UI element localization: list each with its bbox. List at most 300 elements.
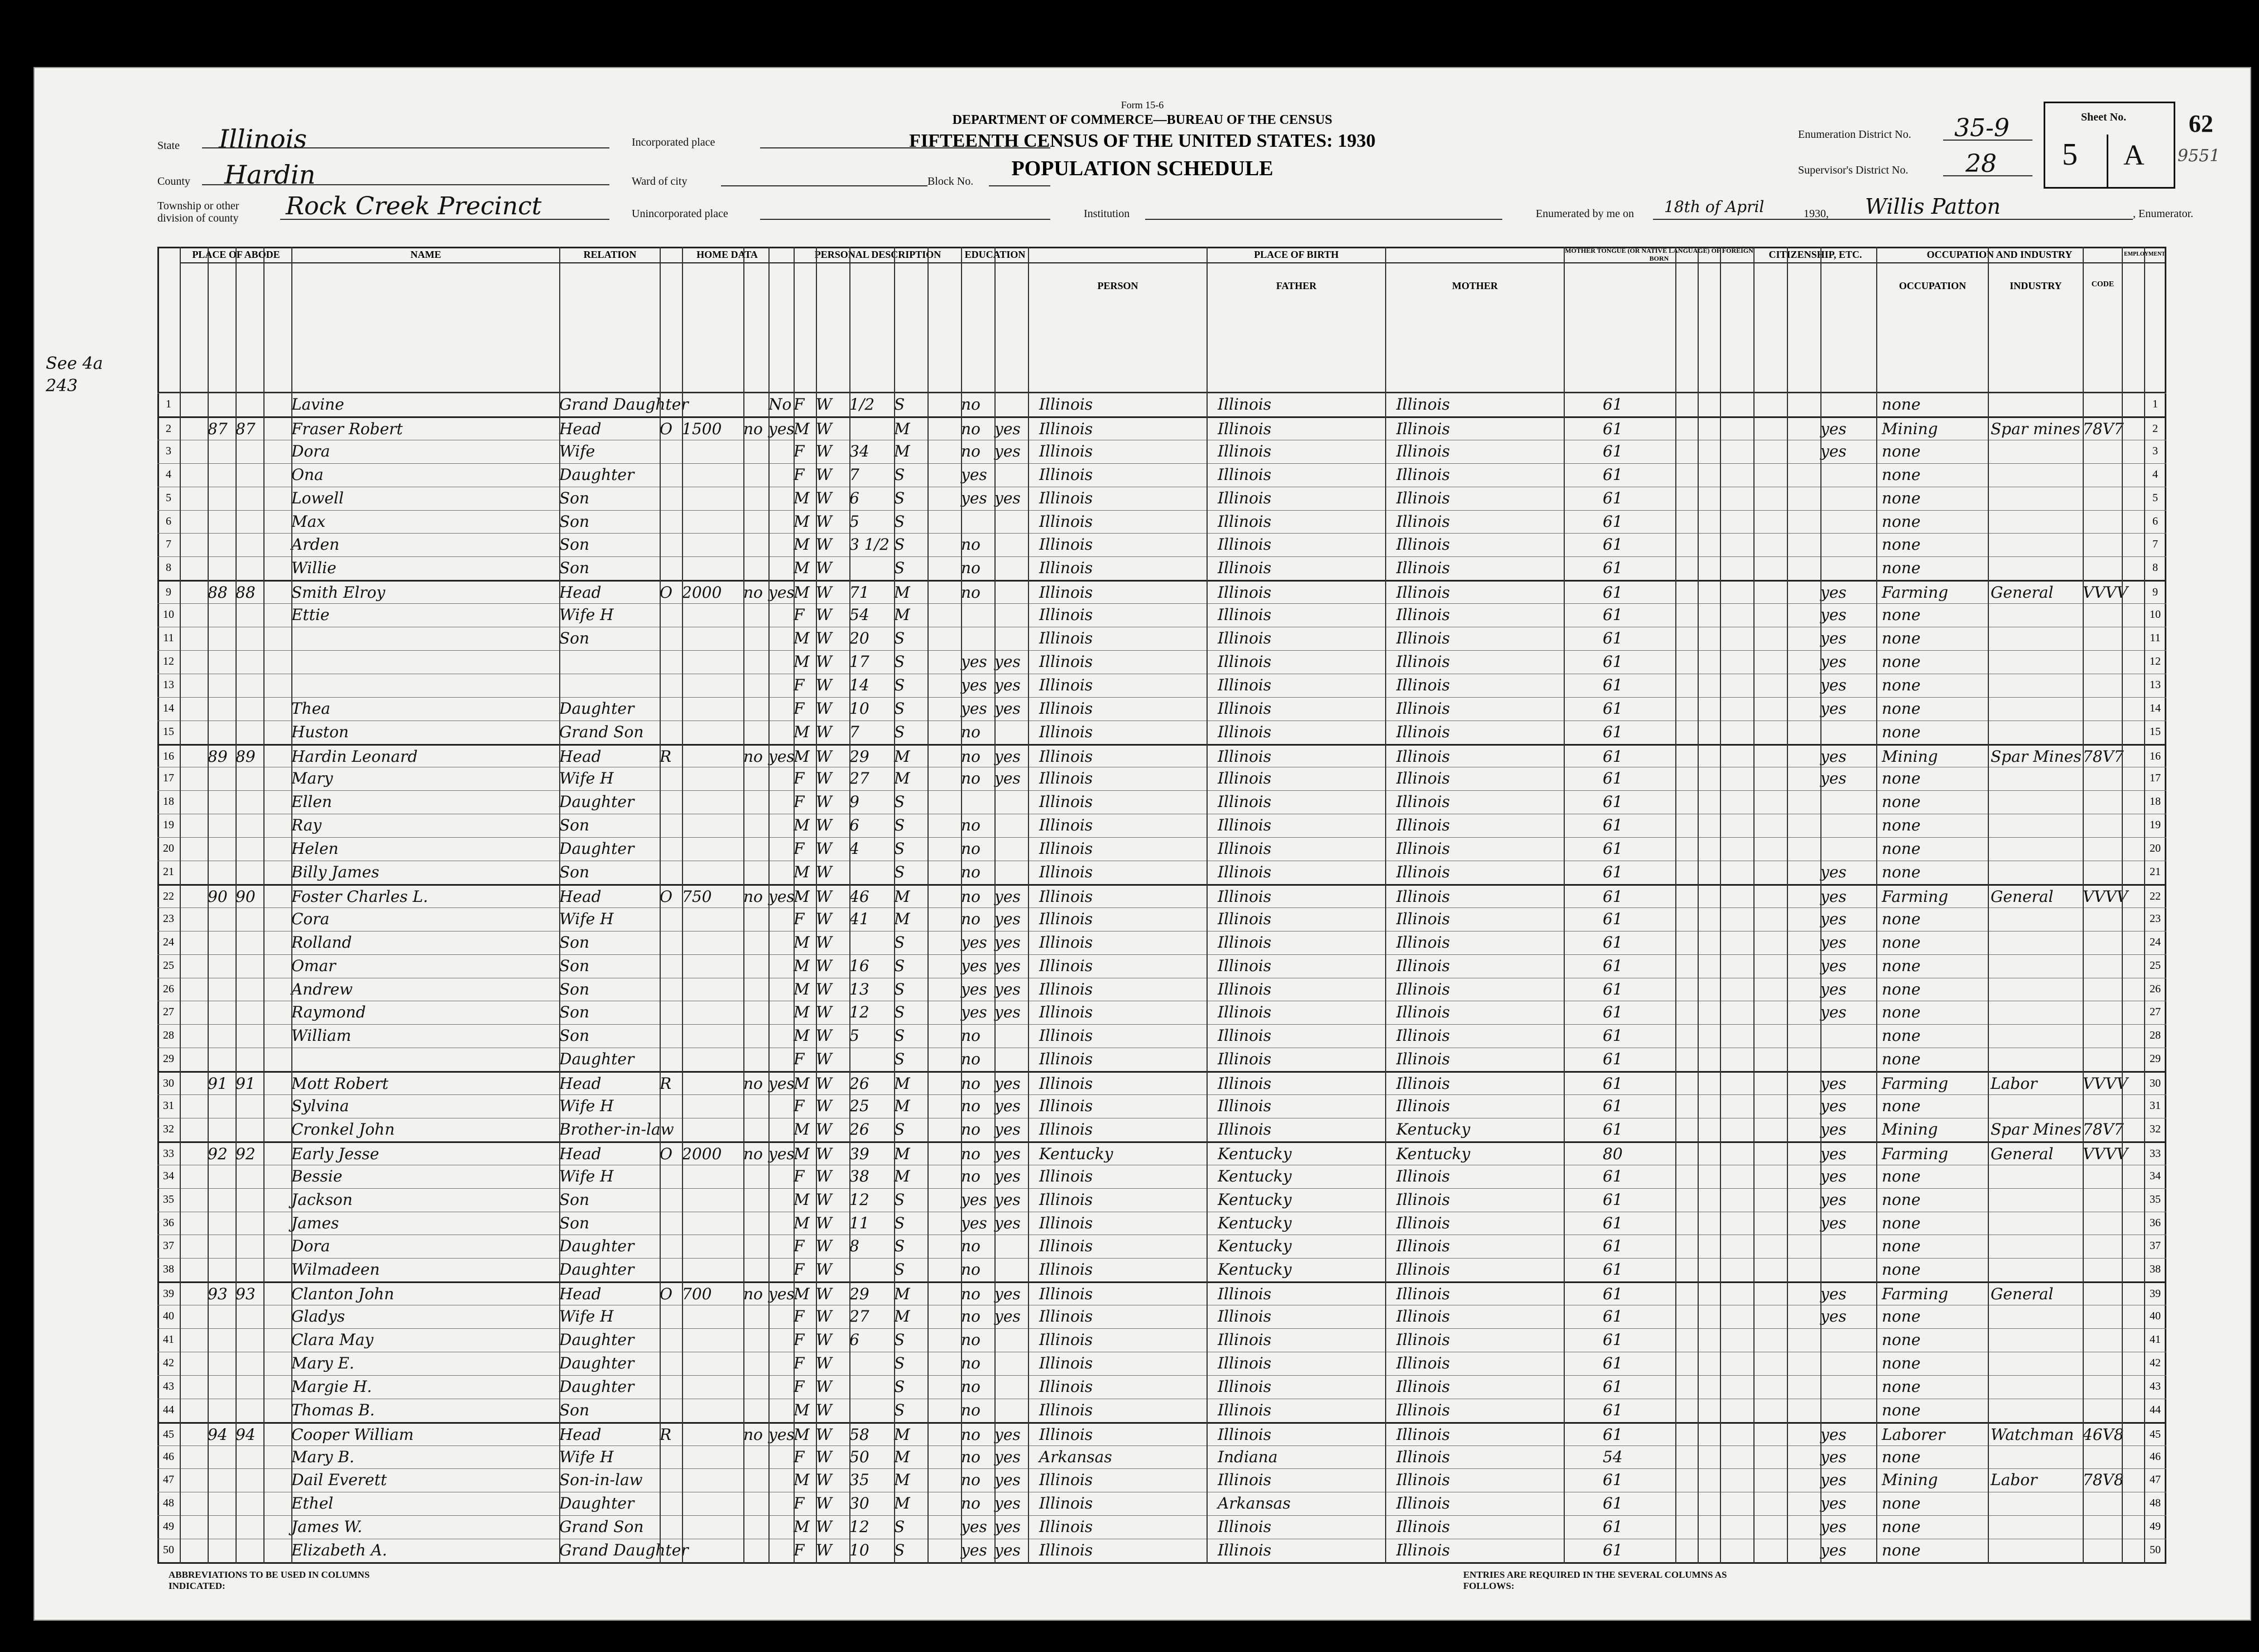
industry	[1991, 1353, 2085, 1374]
sex: M	[794, 1144, 810, 1163]
occupation: Farming	[1882, 1285, 1949, 1304]
home-owned	[660, 1400, 682, 1420]
person-name: Dail Everett	[291, 1471, 387, 1490]
row-number-right: 35	[2150, 1193, 2161, 1206]
occupation: none	[1882, 933, 1921, 952]
occupation-code: 78V7	[2083, 1120, 2124, 1139]
row-number: 12	[163, 655, 174, 667]
marital: S	[894, 933, 905, 952]
farm	[768, 815, 794, 835]
column-rule	[559, 247, 560, 1564]
occupation: none	[1882, 909, 1921, 928]
table-row	[157, 393, 2166, 416]
mother-tongue-code: 61	[1603, 793, 1623, 811]
person-name: Helen	[291, 839, 339, 858]
sex: F	[794, 1166, 805, 1185]
farm	[768, 862, 794, 882]
person-name: Billy James	[291, 863, 379, 881]
marital: M	[894, 1166, 910, 1185]
age	[849, 1377, 894, 1397]
table-row	[157, 931, 2166, 954]
birthplace-mother: Kentucky	[1396, 1120, 1470, 1139]
age: 11	[849, 1213, 869, 1232]
age	[849, 558, 894, 578]
occupation: none	[1882, 1494, 1921, 1513]
radio-set	[743, 1190, 768, 1210]
column-rule	[1698, 247, 1699, 1564]
school: no	[961, 1377, 980, 1396]
table-row	[157, 1212, 2166, 1235]
relation: Grand Daughter	[559, 395, 689, 414]
sex: M	[794, 419, 810, 438]
sex: M	[794, 1471, 810, 1490]
table-row	[157, 744, 2166, 767]
birthplace-person: Illinois	[1039, 606, 1093, 625]
sex: F	[794, 1307, 805, 1326]
sex: F	[794, 1377, 805, 1396]
row-number: 46	[163, 1450, 174, 1463]
row-number: 18	[163, 795, 174, 808]
township-value: Rock Creek Precinct	[286, 192, 542, 220]
relation: Wife H	[559, 1097, 614, 1115]
column-rule	[768, 247, 770, 1564]
row-number-right: 19	[2150, 819, 2161, 832]
birthplace-mother: Illinois	[1396, 887, 1450, 906]
person-name: Elizabeth A.	[291, 1541, 387, 1560]
person-name	[291, 628, 559, 649]
sex: F	[794, 769, 805, 788]
col-birth-mother: MOTHER	[1385, 263, 1564, 392]
birthplace-father: Illinois	[1218, 395, 1272, 414]
table-row	[157, 487, 2166, 510]
occupation: Mining	[1882, 1471, 1938, 1490]
row-number-right: 4	[2152, 468, 2158, 481]
school: no	[961, 419, 980, 438]
marital: S	[894, 956, 905, 975]
farm	[768, 1517, 794, 1537]
mother-tongue-code: 61	[1603, 419, 1623, 438]
marital: S	[894, 1003, 905, 1022]
relation: Son	[559, 933, 590, 952]
citizenship	[1820, 1049, 1876, 1069]
home-owned	[660, 1002, 682, 1022]
table-row	[157, 556, 2166, 579]
home-owned	[660, 1236, 682, 1256]
school: no	[961, 1026, 980, 1045]
col-code: CODE	[2083, 263, 2122, 392]
birthplace-person: Illinois	[1039, 1050, 1093, 1069]
occupation: none	[1882, 1377, 1921, 1396]
table-row	[157, 463, 2166, 486]
person-name: Smith Elroy	[291, 583, 386, 602]
birthplace-mother: Illinois	[1396, 1260, 1450, 1279]
home-owned	[660, 722, 682, 742]
sex: M	[794, 1517, 810, 1536]
age: 5	[849, 512, 859, 531]
dwelling-number: 91	[208, 1074, 228, 1093]
family-number	[235, 1049, 263, 1069]
mother-tongue-code: 61	[1603, 722, 1623, 741]
home-value	[682, 769, 743, 789]
farm: yes	[768, 1425, 795, 1444]
birthplace-person: Illinois	[1039, 1494, 1093, 1513]
state-label: State	[157, 140, 180, 152]
person-name: Huston	[291, 722, 349, 741]
birthplace-person: Illinois	[1039, 1026, 1093, 1045]
row-number-right: 22	[2150, 890, 2161, 902]
read-write: yes	[994, 1097, 1021, 1115]
age: 29	[849, 1285, 869, 1304]
dwelling-number	[208, 769, 235, 789]
marital: S	[894, 863, 905, 881]
farm	[768, 909, 794, 929]
column-rule	[1564, 247, 1565, 1564]
industry	[1991, 909, 2085, 929]
birthplace-mother: Illinois	[1396, 1166, 1450, 1185]
column-rule	[2144, 247, 2145, 1564]
citizenship: yes	[1820, 652, 1847, 671]
citizenship	[1820, 465, 1876, 485]
industry	[1991, 605, 2085, 625]
person-name: Early Jesse	[291, 1144, 379, 1163]
relation: Daughter	[559, 1377, 635, 1396]
race: W	[816, 1353, 832, 1372]
school: yes	[961, 675, 987, 694]
birthplace-father: Illinois	[1218, 793, 1272, 811]
birthplace-mother: Illinois	[1396, 1285, 1450, 1304]
radio-set	[743, 909, 768, 929]
citizenship	[1820, 722, 1876, 742]
home-owned	[660, 628, 682, 649]
birthplace-mother: Illinois	[1396, 1026, 1450, 1045]
citizenship	[1820, 1026, 1876, 1046]
person-name: Cooper William	[291, 1425, 414, 1444]
mother-tongue-code: 61	[1603, 1050, 1623, 1069]
race: W	[816, 699, 832, 718]
birthplace-person: Illinois	[1039, 1074, 1093, 1093]
home-owned: R	[660, 1074, 672, 1093]
sex: F	[794, 793, 805, 811]
occupation-code	[2083, 1166, 2122, 1187]
sex: F	[794, 1237, 805, 1256]
industry	[1991, 769, 2085, 789]
group-occupation-industry: OCCUPATION AND INDUSTRY	[1876, 247, 2122, 263]
radio-set	[743, 769, 768, 789]
farm	[768, 465, 794, 485]
family-number	[235, 465, 263, 485]
birthplace-person: Illinois	[1039, 1213, 1093, 1232]
person-name: Lowell	[291, 488, 344, 507]
birthplace-father: Indiana	[1218, 1447, 1278, 1466]
age: 12	[849, 1517, 869, 1536]
race: W	[816, 1144, 832, 1163]
citizenship	[1820, 792, 1876, 812]
school: yes	[961, 933, 987, 952]
family-number	[235, 535, 263, 555]
home-value	[682, 862, 743, 882]
farm: No	[768, 395, 792, 414]
citizenship	[1820, 1260, 1876, 1280]
birthplace-person: Illinois	[1039, 488, 1093, 507]
birthplace-mother: Illinois	[1396, 1377, 1450, 1396]
radio-set	[743, 862, 768, 882]
table-row	[157, 1539, 2166, 1562]
occupation: Mining	[1882, 747, 1938, 766]
age: 10	[849, 699, 869, 718]
relation: Son	[559, 1213, 590, 1232]
mother-tongue-code: 61	[1603, 1260, 1623, 1279]
read-write: yes	[994, 441, 1021, 460]
birthplace-person: Illinois	[1039, 1120, 1093, 1139]
table-row	[157, 1446, 2166, 1468]
dwelling-number	[208, 628, 235, 649]
read-write	[994, 792, 1028, 812]
radio-set	[743, 628, 768, 649]
family-number	[235, 512, 263, 532]
birthplace-father: Illinois	[1218, 675, 1272, 694]
enumerator-label: , Enumerator.	[2133, 208, 2194, 220]
sex: M	[794, 535, 810, 554]
family-number	[235, 979, 263, 1000]
farm	[768, 1307, 794, 1327]
birthplace-father: Illinois	[1218, 488, 1272, 507]
citizenship: yes	[1820, 747, 1847, 766]
age: 30	[849, 1494, 869, 1513]
table-row	[157, 674, 2166, 697]
ward-label: Ward of city	[632, 175, 688, 188]
marital: S	[894, 652, 905, 671]
read-write: yes	[994, 1307, 1021, 1326]
read-write: yes	[994, 652, 1021, 671]
occupation: none	[1882, 1447, 1921, 1466]
farm	[768, 1236, 794, 1256]
table-row	[157, 954, 2166, 977]
radio-set	[743, 1213, 768, 1233]
school: no	[961, 909, 980, 928]
table-row	[157, 1094, 2166, 1117]
citizenship: yes	[1820, 1447, 1847, 1466]
occupation-code	[2083, 1049, 2122, 1069]
relation: Head	[559, 1425, 602, 1444]
industry	[1991, 933, 2085, 953]
read-write	[994, 395, 1028, 415]
table-row	[157, 978, 2166, 1001]
row-number-right: 41	[2150, 1333, 2161, 1346]
home-owned	[660, 1330, 682, 1350]
farm	[768, 675, 794, 695]
sex: M	[794, 488, 810, 507]
school: yes	[961, 1213, 987, 1232]
row-number-right: 34	[2150, 1169, 2161, 1182]
family-number: 89	[235, 747, 256, 766]
school: no	[961, 583, 980, 602]
entries-title: ENTRIES ARE REQUIRED IN THE SEVERAL COLUMNS AS FOLLOWS:	[1463, 1569, 1727, 1591]
radio-set: no	[743, 1144, 763, 1163]
relation: Son	[559, 535, 590, 554]
home-value	[682, 1400, 743, 1420]
birthplace-person: Illinois	[1039, 1285, 1093, 1304]
sex: M	[794, 1285, 810, 1304]
radio-set: no	[743, 419, 763, 438]
relation: Grand Daughter	[559, 1541, 689, 1560]
industry	[1991, 1026, 2085, 1046]
column-rule	[743, 247, 744, 1564]
relation: Grand Son	[559, 722, 644, 741]
industry: General	[1991, 1144, 2054, 1163]
sex: F	[794, 675, 805, 694]
birthplace-person: Illinois	[1039, 1260, 1093, 1279]
family-number	[235, 862, 263, 882]
mother-tongue-code: 61	[1603, 1285, 1623, 1304]
mother-tongue-code: 61	[1603, 839, 1623, 858]
race: W	[816, 1237, 832, 1256]
row-number: 21	[163, 866, 174, 878]
home-value	[682, 652, 743, 672]
school: no	[961, 1097, 980, 1115]
home-owned	[660, 488, 682, 508]
race: W	[816, 1166, 832, 1185]
table-row	[157, 1468, 2166, 1491]
read-write	[994, 1400, 1028, 1420]
home-owned	[660, 1307, 682, 1327]
column-rule	[1820, 247, 1821, 1564]
sex: F	[794, 395, 805, 414]
race: W	[816, 652, 832, 671]
home-value	[682, 1166, 743, 1187]
enumerated-label: Enumerated by me on	[1536, 208, 1635, 220]
row-number-right: 24	[2150, 935, 2161, 948]
row-number: 50	[163, 1544, 174, 1557]
industry	[1991, 1540, 2085, 1560]
birthplace-mother: Illinois	[1396, 1353, 1450, 1372]
mother-tongue-code: 61	[1603, 1003, 1623, 1022]
dwelling-number	[208, 909, 235, 929]
occupation: none	[1882, 863, 1921, 881]
enumerated-year: 1930,	[1804, 208, 1829, 220]
race: W	[816, 1331, 832, 1349]
family-number: 94	[235, 1425, 256, 1444]
marital: M	[894, 1471, 910, 1490]
birthplace-mother: Illinois	[1396, 816, 1450, 835]
home-owned	[660, 1096, 682, 1116]
form-number: Form 15-6	[1121, 99, 1164, 111]
sex: M	[794, 629, 810, 647]
occupation-code	[2083, 1026, 2122, 1046]
birthplace-father: Illinois	[1218, 1517, 1272, 1536]
radio-set	[743, 1096, 768, 1116]
punch-hole	[8, 1094, 29, 1115]
row-number: 10	[163, 608, 174, 621]
school	[961, 512, 994, 532]
age: 9	[849, 793, 859, 811]
mother-tongue-code: 61	[1603, 1213, 1623, 1232]
citizenship: yes	[1820, 909, 1847, 928]
family-number	[235, 1470, 263, 1490]
birthplace-father: Illinois	[1218, 933, 1272, 952]
industry	[1991, 699, 2085, 719]
birthplace-father: Illinois	[1218, 465, 1272, 484]
birthplace-father: Kentucky	[1218, 1190, 1292, 1209]
home-owned	[660, 1493, 682, 1514]
marital: S	[894, 465, 905, 484]
farm	[768, 1377, 794, 1397]
birthplace-mother: Illinois	[1396, 675, 1450, 694]
family-number	[235, 909, 263, 929]
industry	[1991, 1517, 2085, 1537]
birthplace-mother: Illinois	[1396, 395, 1450, 414]
row-number: 11	[163, 632, 174, 644]
relation: Head	[559, 419, 602, 438]
dwelling-number	[208, 1096, 235, 1116]
birthplace-mother: Illinois	[1396, 863, 1450, 881]
read-write: yes	[994, 1144, 1021, 1163]
home-value	[682, 956, 743, 976]
col-industry: INDUSTRY	[1988, 263, 2083, 392]
marital: S	[894, 722, 905, 741]
family-number	[235, 933, 263, 953]
home-value: 750	[682, 887, 712, 906]
marital: S	[894, 979, 905, 998]
row-number-right: 27	[2150, 1006, 2161, 1019]
mother-tongue-code: 61	[1603, 933, 1623, 952]
race: W	[816, 816, 832, 835]
read-write: yes	[994, 1074, 1021, 1093]
department-heading: DEPARTMENT OF COMMERCE—BUREAU OF THE CENSUS	[952, 113, 1333, 127]
birthplace-father: Illinois	[1218, 1425, 1272, 1444]
home-owned	[660, 979, 682, 1000]
industry	[1991, 1260, 2085, 1280]
mother-tongue-code: 61	[1603, 441, 1623, 460]
radio-set	[743, 792, 768, 812]
person-name: Ellen	[291, 793, 332, 811]
person-name: Thea	[291, 699, 330, 718]
age: 39	[849, 1144, 869, 1163]
radio-set	[743, 1307, 768, 1327]
read-write	[994, 605, 1028, 625]
person-name: Mary B.	[291, 1447, 354, 1466]
race: W	[816, 839, 832, 858]
row-number: 5	[166, 491, 171, 504]
age	[849, 419, 894, 439]
occupation-code	[2083, 1540, 2122, 1560]
citizenship: yes	[1820, 441, 1847, 460]
citizenship	[1820, 1377, 1876, 1397]
race: W	[816, 441, 832, 460]
marital: S	[894, 1026, 905, 1045]
industry	[1991, 512, 2085, 532]
radio-set	[743, 1493, 768, 1514]
birthplace-mother: Illinois	[1396, 535, 1450, 554]
birthplace-person: Illinois	[1039, 675, 1093, 694]
row-number-right: 50	[2150, 1544, 2161, 1557]
industry	[1991, 1400, 2085, 1420]
family-number	[235, 1166, 263, 1187]
school: no	[961, 1050, 980, 1069]
birthplace-father: Illinois	[1218, 652, 1272, 671]
column-rule	[927, 247, 929, 1564]
family-number	[235, 839, 263, 859]
farm	[768, 722, 794, 742]
occupation: none	[1882, 956, 1921, 975]
occupation-code	[2083, 1213, 2122, 1233]
dwelling-number	[208, 605, 235, 625]
race: W	[816, 1026, 832, 1045]
dwelling-number: 89	[208, 747, 228, 766]
industry	[1991, 1447, 2085, 1467]
home-value	[682, 979, 743, 1000]
farm	[768, 1447, 794, 1467]
marital: S	[894, 512, 905, 531]
